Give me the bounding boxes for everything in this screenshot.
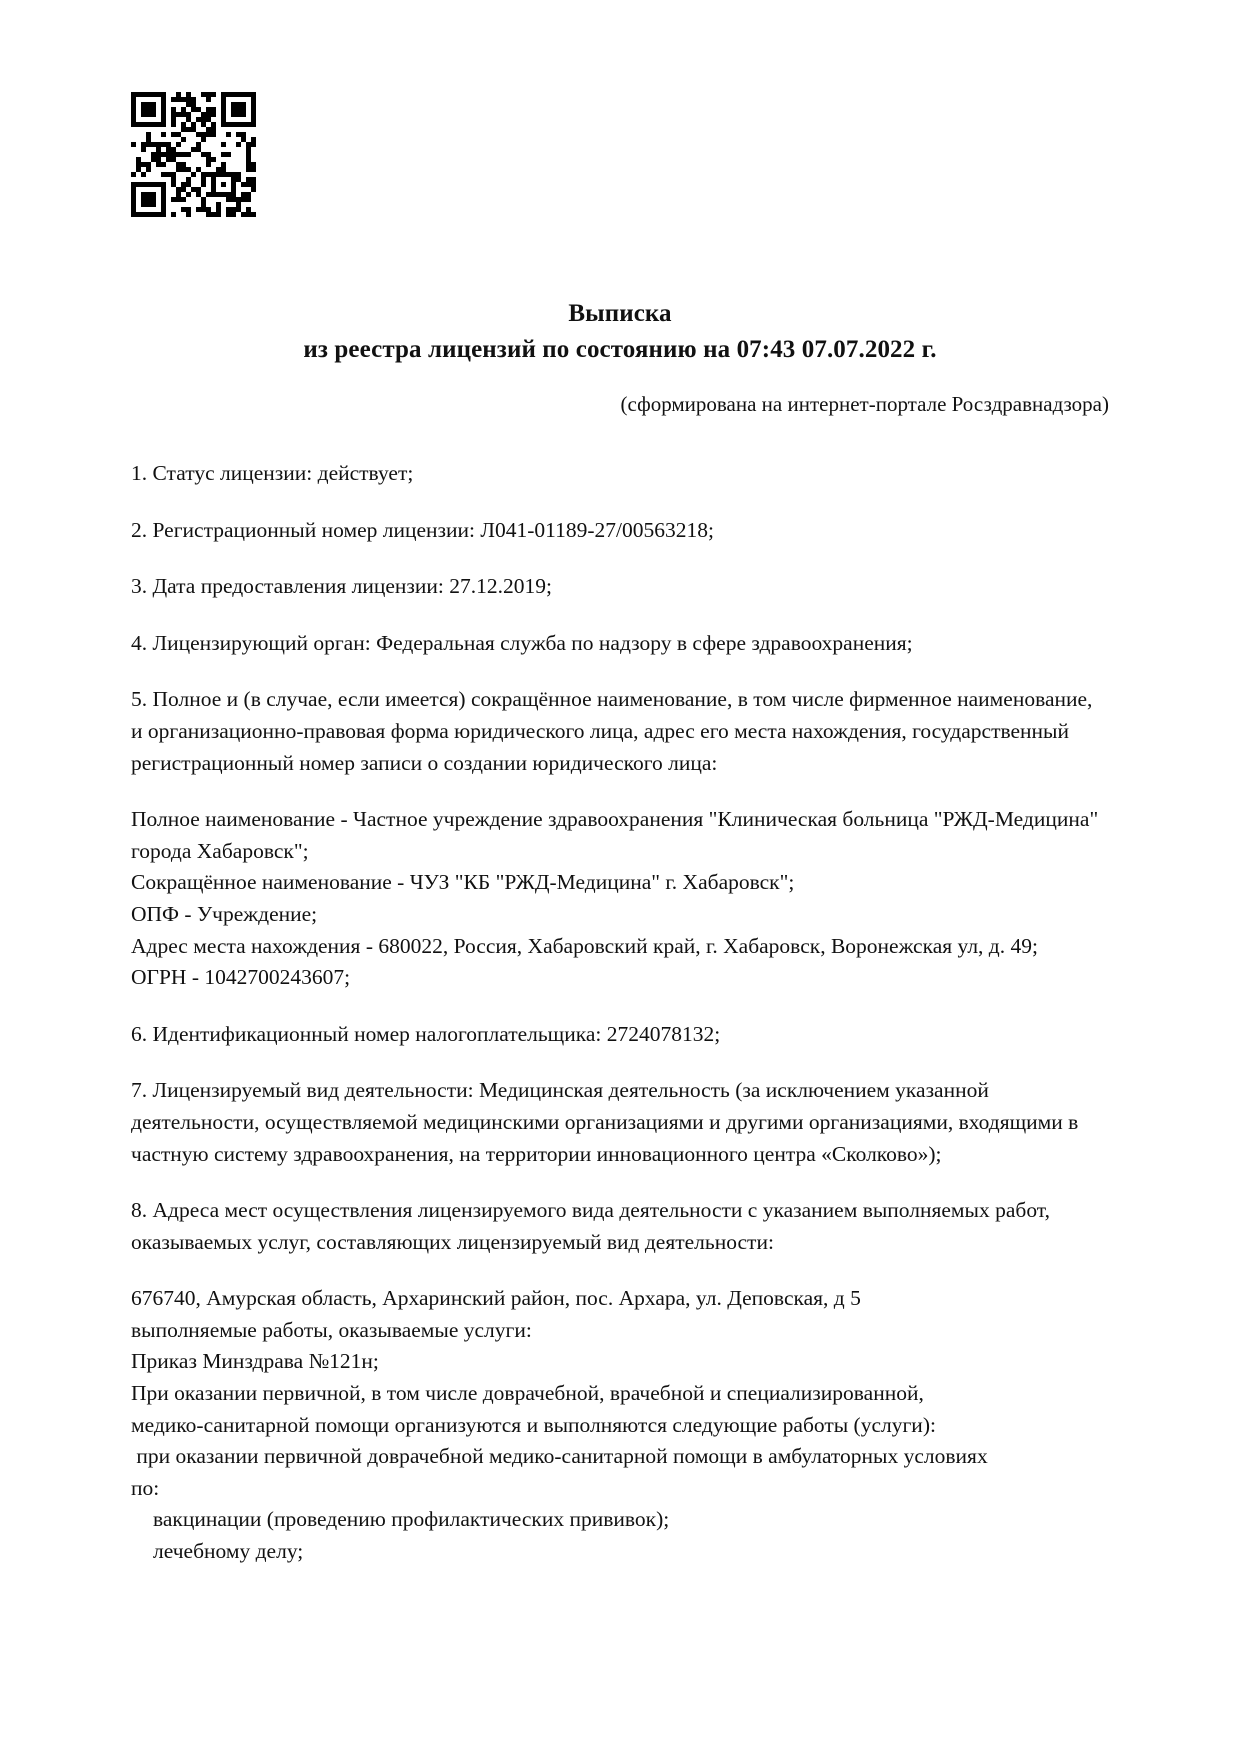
item-inn: 6. Идентификационный номер налогоплательщика: 2724078132; — [131, 1021, 721, 1046]
document-subtitle: (сформирована на интернет-портале Росздравнадзора) — [620, 392, 1109, 416]
entity-legal-form: ОПФ - Учреждение; — [131, 901, 318, 926]
document-body — [131, 458, 1109, 1593]
item-status: 1. Статус лицензии: действует; — [131, 461, 414, 485]
works-label: выполняемые работы, оказываемые услуги: — [131, 1317, 532, 1342]
address-line: 676740, Амурская область, Архаринский район, пос. Архара, ул. Деповская, д 5 — [131, 1286, 861, 1311]
entity-full-name: Полное наименование - Частное учреждение здравоохранения "Клиническая больница "РЖД-Медицина" города Хабаровск"; — [131, 807, 1104, 863]
item-reg-number: 2. Регистрационный номер лицензии: Л041-01189-27/00563218; — [131, 517, 714, 542]
service-item: лечебному делу; — [153, 1539, 304, 1564]
entity-ogrn: ОГРН - 1042700243607; — [131, 965, 351, 990]
qr-code — [131, 92, 256, 217]
item-entity-heading: 5. Полное и (в случае, если имеется) сокращённое наименование, в том числе фирменное наименование, и организационно-правовая форма юридического лица, адрес его места нахождения, государственный регистрационный номер записи о создании юридического лица: — [131, 687, 1098, 775]
care-line-1: При оказании первичной, в том числе доврачебной, врачебной и специализированной, — [131, 1381, 924, 1406]
care-line-2: медико-санитарной помощи организуются и выполняются следующие работы (услуги): — [131, 1412, 936, 1437]
entity-address: Адрес места нахождения - 680022, Россия, Хабаровский край, г. Хабаровск, Воронежская ул, д. 49; — [131, 933, 1038, 958]
order-reference: Приказ Минздрава №121н; — [131, 1349, 379, 1374]
entity-details — [131, 804, 1109, 994]
address-block — [131, 1283, 1109, 1567]
care-line-4: по: — [131, 1475, 160, 1500]
entity-short-name: Сокращённое наименование - ЧУЗ "КБ "РЖД-Медицина" г. Хабаровск"; — [131, 870, 795, 895]
service-item: вакцинации (проведению профилактических прививок); — [153, 1507, 670, 1532]
care-line-3: при оказании первичной доврачебной медико-санитарной помощи в амбулаторных условиях — [131, 1444, 988, 1469]
item-activity-type: 7. Лицензируемый вид деятельности: Медицинская деятельность (за исключением указанной деятельности, осуществляемой медицинскими организациями и другими организациями, входящими в частную систему здравоохранения, на территории инновационного центра «Сколково»); — [131, 1078, 1084, 1166]
document-title — [0, 296, 1240, 367]
title-line-2: из реестра лицензий по состоянию на 07:43 07.07.2022 г. — [303, 335, 937, 363]
item-licensing-authority: 4. Лицензирующий орган: Федеральная служба по надзору в сфере здравоохранения; — [131, 630, 913, 655]
qr-code-image — [131, 92, 256, 217]
item-issue-date: 3. Дата предоставления лицензии: 27.12.2019; — [131, 574, 552, 599]
title-line-1: Выписка — [568, 300, 672, 327]
item-addresses-heading: 8. Адреса мест осуществления лицензируемого вида деятельности с указанием выполняемых работ, оказываемых услуг, составляющих лицензируемый вид деятельности: — [131, 1198, 1056, 1254]
